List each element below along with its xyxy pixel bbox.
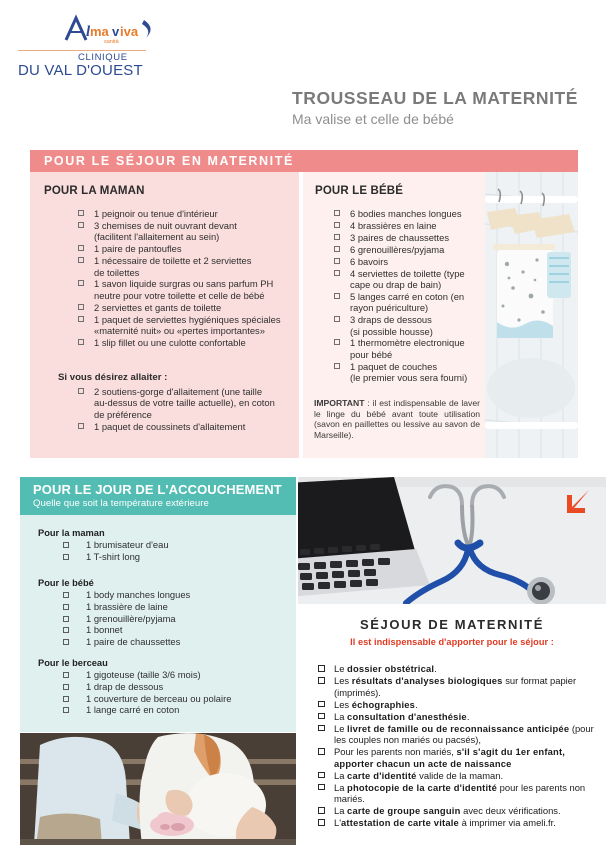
checklist-item[interactable] bbox=[332, 291, 482, 314]
checklist-item-text: 1 savon liquide surgras ou sans parfum PH bbox=[94, 278, 274, 290]
checklist-item-text: 4 serviettes de toilette (type bbox=[350, 267, 465, 279]
checklist-item[interactable] bbox=[38, 601, 288, 613]
checkbox-icon[interactable] bbox=[318, 819, 325, 826]
photo-expecting-couple bbox=[20, 733, 296, 845]
delivery-band-subtitle: Quelle que soit la température extérieure bbox=[33, 497, 209, 509]
checklist-item-text: 1 brumisateur d'eau bbox=[86, 539, 169, 550]
checklist-item-text: 1 grenouillère/pyjama bbox=[86, 612, 176, 624]
document-checklist-item[interactable] bbox=[318, 770, 598, 782]
checkbox-icon[interactable] bbox=[318, 748, 325, 755]
sejour-title: SÉJOUR DE MATERNITÉ bbox=[359, 617, 544, 632]
item-text-suffix: avec deux vérifications. bbox=[460, 805, 561, 816]
checklist-item-text: 1 thermomètre electronique bbox=[350, 337, 465, 349]
checklist-item[interactable] bbox=[332, 256, 482, 267]
checklist-item-text: 4 brassières en laine bbox=[350, 219, 437, 231]
checklist-breastfeeding bbox=[76, 386, 298, 433]
logo-clinic-name: DU VAL D'OUEST bbox=[18, 62, 143, 79]
checklist-item[interactable] bbox=[332, 232, 482, 243]
panel-for-mom bbox=[30, 172, 299, 458]
important-text: : il est indispensable de laver le linge du bébé avant toute utilisation (savon en paillettes ou lessive au savon de Marseille). bbox=[314, 398, 480, 440]
checklist-item-text: 1 drap de dessous bbox=[86, 680, 164, 692]
checklist-item[interactable] bbox=[38, 589, 288, 601]
checkbox-icon[interactable] bbox=[334, 339, 340, 345]
checklist-item-text: cape ou drap de bain) bbox=[350, 278, 442, 290]
checkbox-icon[interactable] bbox=[78, 245, 84, 251]
checklist-item[interactable] bbox=[332, 314, 482, 337]
checklist-item[interactable] bbox=[38, 693, 288, 705]
checkbox-icon[interactable] bbox=[334, 258, 340, 264]
document-checklist-item[interactable] bbox=[318, 805, 598, 817]
checkbox-icon[interactable] bbox=[63, 554, 69, 560]
checklist-baby bbox=[332, 208, 482, 384]
checklist-item-text: 3 draps de dessous bbox=[350, 314, 432, 326]
sejour-subtitle: Il est indispensable d'apporter pour le séjour : bbox=[350, 637, 554, 647]
item-text-prefix: La bbox=[334, 781, 348, 793]
panel-delivery-day bbox=[20, 515, 296, 732]
item-text-prefix: Le bbox=[334, 722, 348, 734]
checkbox-icon[interactable] bbox=[63, 592, 69, 598]
checklist-item-text: 1 brassière de laine bbox=[86, 600, 168, 612]
checkbox-icon[interactable] bbox=[63, 672, 69, 678]
checklist-item[interactable] bbox=[76, 302, 304, 313]
checkbox-icon[interactable] bbox=[318, 807, 325, 814]
photo-laptop-stethoscope bbox=[298, 477, 606, 604]
checklist-item-text: 1 body manches longues bbox=[86, 589, 191, 600]
clinic-logo bbox=[18, 14, 168, 79]
checklist-item-text: 2 soutiens-gorge d'allaitement (une taille bbox=[94, 386, 263, 397]
checklist-item[interactable] bbox=[38, 624, 288, 636]
item-text-emphasis: s'il s'agit du 1er enfant, apporter chacun un acte de naissance bbox=[334, 746, 566, 769]
checklist-item-text: 1 nécessaire de toilette et 2 serviettes bbox=[94, 255, 252, 267]
logo-divider bbox=[18, 50, 146, 51]
delivery-group-crib bbox=[38, 658, 288, 716]
checkbox-icon[interactable] bbox=[334, 293, 340, 299]
checklist-item[interactable] bbox=[38, 613, 288, 625]
page-title: TROUSSEAU DE LA MATERNITÉ bbox=[292, 88, 578, 108]
checkbox-icon[interactable] bbox=[78, 388, 84, 394]
checkbox-icon[interactable] bbox=[63, 639, 69, 645]
checklist-item-text: (le premier vous sera fourni) bbox=[350, 372, 468, 384]
delivery-band-title: POUR LE JOUR DE L'ACCOUCHEMENT bbox=[33, 481, 282, 497]
document-title-block bbox=[292, 88, 578, 127]
checklist-item-text: 2 serviettes et gants de toilette bbox=[94, 301, 222, 313]
delivery-group-heading: Pour le berceau bbox=[38, 658, 108, 668]
checkbox-icon[interactable] bbox=[63, 627, 69, 633]
checkbox-icon[interactable] bbox=[78, 316, 84, 322]
checklist-item[interactable] bbox=[332, 268, 482, 291]
checklist-item[interactable] bbox=[38, 704, 288, 716]
down-left-arrow-icon bbox=[562, 487, 592, 517]
item-text-prefix: La bbox=[334, 805, 348, 816]
item-text-suffix: (pour les couples non mariés ou pacsés), bbox=[334, 722, 594, 745]
checklist-item-text: 6 bavoirs bbox=[350, 255, 389, 267]
delivery-checklist-baby bbox=[38, 589, 288, 648]
checklist-item[interactable] bbox=[38, 636, 288, 648]
checkbox-icon[interactable] bbox=[334, 270, 340, 276]
checkbox-icon[interactable] bbox=[318, 677, 325, 684]
item-text-suffix: valide de la maman. bbox=[416, 769, 504, 781]
checkbox-icon[interactable] bbox=[78, 210, 84, 216]
checklist-item[interactable] bbox=[332, 361, 482, 384]
checklist-item-text: pour bébé bbox=[350, 348, 393, 360]
item-text-prefix: Le bbox=[334, 663, 348, 674]
svg-text:ma: ma bbox=[90, 24, 109, 39]
checklist-item-text: 1 peignoir ou tenue d'intérieur bbox=[94, 208, 218, 219]
checkbox-icon[interactable] bbox=[334, 316, 340, 322]
important-note bbox=[314, 398, 480, 440]
checkbox-icon[interactable] bbox=[78, 339, 84, 345]
item-text-suffix: sur format papier (imprimés). bbox=[334, 675, 577, 698]
checkbox-icon[interactable] bbox=[334, 210, 340, 216]
section-band-delivery-day bbox=[20, 477, 296, 515]
checkbox-icon[interactable] bbox=[318, 784, 325, 791]
svg-text:v: v bbox=[112, 24, 120, 39]
delivery-checklist-crib bbox=[38, 669, 288, 716]
checklist-item[interactable] bbox=[332, 337, 482, 360]
document-checklist-item[interactable] bbox=[318, 663, 598, 675]
checkbox-icon[interactable] bbox=[63, 684, 69, 690]
checklist-item-text: au-dessus de votre taille actuelle), en coton bbox=[94, 397, 275, 409]
checklist-item-text: (si possible housse) bbox=[350, 325, 433, 337]
checkbox-icon[interactable] bbox=[63, 707, 69, 713]
logo-clinique-text: CLINIQUE bbox=[78, 52, 128, 63]
delivery-group-heading: Pour le bébé bbox=[38, 578, 94, 588]
checklist-item-text: neutre pour votre toilette et celle de bébé bbox=[94, 289, 265, 301]
checklist-item-text: rayon puériculture) bbox=[350, 302, 429, 314]
important-label: IMPORTANT bbox=[314, 398, 365, 408]
checklist-item-text: 3 chemises de nuit ouvrant devant bbox=[94, 219, 237, 231]
checklist-item-text: 1 lange carré en coton bbox=[86, 704, 180, 716]
checklist-item-text: 1 paquet de couches bbox=[350, 360, 438, 372]
panel-for-baby bbox=[303, 172, 485, 458]
checklist-item-text: de toilettes bbox=[94, 266, 140, 278]
document-checklist-item[interactable] bbox=[318, 817, 598, 829]
checklist-item-text: 6 bodies manches longues bbox=[350, 208, 462, 219]
item-text-emphasis: attestation de carte vitale bbox=[341, 817, 459, 828]
checkbox-icon[interactable] bbox=[63, 696, 69, 702]
delivery-group-heading: Pour la maman bbox=[38, 528, 105, 538]
checkbox-icon[interactable] bbox=[78, 423, 84, 429]
checkbox-icon[interactable] bbox=[78, 257, 84, 263]
checkbox-icon[interactable] bbox=[78, 304, 84, 310]
section-band-maternity-stay bbox=[30, 150, 578, 172]
item-text-emphasis: carte de groupe sanguin bbox=[347, 805, 461, 816]
checkbox-icon[interactable] bbox=[334, 363, 340, 369]
checklist-item[interactable] bbox=[38, 669, 288, 681]
checklist-item[interactable] bbox=[76, 208, 304, 219]
item-text-prefix: Pour les parents non mariés, bbox=[334, 746, 457, 757]
item-text-emphasis: livret de famille ou de reconnaissance anticipée bbox=[347, 722, 570, 734]
item-text-emphasis: photocopie de la carte d'identité bbox=[347, 781, 498, 793]
document-checklist-item[interactable] bbox=[318, 782, 598, 805]
checkbox-icon[interactable] bbox=[318, 665, 325, 672]
photo-baby-clothes-hangers bbox=[485, 172, 578, 458]
svg-text:iva: iva bbox=[120, 24, 139, 39]
item-text-suffix: . bbox=[415, 698, 418, 710]
checklist-item[interactable] bbox=[332, 244, 482, 255]
almaviva-logo-icon bbox=[60, 14, 180, 48]
checkbox-icon[interactable] bbox=[63, 616, 69, 622]
delivery-group-baby bbox=[38, 578, 288, 648]
checklist-item-text: (facilitent l'allaitement au sein) bbox=[94, 231, 220, 243]
checkbox-icon[interactable] bbox=[63, 542, 69, 548]
checklist-item[interactable] bbox=[76, 314, 304, 337]
checkbox-icon[interactable] bbox=[63, 604, 69, 610]
checklist-item[interactable] bbox=[76, 255, 304, 278]
delivery-checklist-mom bbox=[38, 539, 288, 563]
checklist-documents bbox=[298, 663, 606, 829]
subsection-title-baby: POUR LE BÉBÉ bbox=[315, 185, 404, 197]
subsection-title-mom: POUR LA MAMAN bbox=[44, 185, 145, 197]
item-text-emphasis: carte d'identité bbox=[347, 769, 417, 781]
checklist-item-text: 5 langes carré en coton (en bbox=[350, 290, 465, 302]
checklist-item[interactable] bbox=[76, 337, 304, 348]
checklist-item-text: 1 gigoteuse (taille 3/6 mois) bbox=[86, 669, 201, 680]
checklist-item[interactable] bbox=[76, 278, 304, 301]
checklist-item-text: 1 paquet de serviettes hygiéniques spéciales bbox=[94, 313, 281, 325]
item-text-suffix: pour les parents non mariés. bbox=[334, 781, 586, 804]
item-text-suffix: à imprimer via ameli.fr. bbox=[458, 817, 556, 828]
item-text-prefix: Les bbox=[334, 675, 352, 686]
item-text-prefix: La bbox=[334, 710, 348, 722]
page-subtitle: Ma valise et celle de bébé bbox=[292, 111, 454, 128]
checklist-item-text: «maternité nuit» ou «pertes importantes» bbox=[94, 325, 265, 337]
svg-text:l: l bbox=[86, 24, 91, 40]
item-text-emphasis: consultation d'anesthésie bbox=[347, 710, 467, 722]
checkbox-icon[interactable] bbox=[78, 280, 84, 286]
document-checklist-item[interactable] bbox=[318, 711, 598, 723]
item-text-emphasis: dossier obstétrical bbox=[347, 663, 435, 674]
checklist-item-text: 1 paire de chaussettes bbox=[86, 636, 181, 648]
checklist-item-text: 1 T-shirt long bbox=[86, 550, 141, 562]
checklist-item-text: de préférence bbox=[94, 408, 152, 420]
item-text-suffix: . bbox=[466, 710, 470, 722]
checklist-item-text: 1 slip fillet ou une culotte confortable bbox=[94, 336, 246, 348]
item-text-prefix: Les bbox=[334, 698, 352, 710]
checkbox-icon[interactable] bbox=[318, 713, 325, 720]
checklist-item[interactable] bbox=[76, 386, 298, 420]
item-text-prefix: La bbox=[334, 769, 348, 781]
checkbox-icon[interactable] bbox=[78, 222, 84, 228]
checklist-item-text: 1 bonnet bbox=[86, 624, 123, 636]
item-text-emphasis: échographies bbox=[351, 698, 416, 710]
panel-maternity-stay-documents bbox=[298, 608, 606, 850]
checklist-item-text: 1 paquet de coussinets d'allaitement bbox=[94, 420, 246, 432]
checklist-item[interactable] bbox=[38, 551, 288, 563]
checkbox-icon[interactable] bbox=[318, 701, 325, 708]
delivery-group-mom bbox=[38, 528, 288, 563]
checklist-item[interactable] bbox=[332, 208, 482, 219]
checkbox-icon[interactable] bbox=[318, 772, 325, 779]
checklist-item[interactable] bbox=[38, 539, 288, 551]
checklist-item-text: 6 grenouillères/pyjama bbox=[350, 243, 445, 255]
checkbox-icon[interactable] bbox=[334, 222, 340, 228]
checklist-item[interactable] bbox=[76, 421, 298, 432]
document-checklist-item[interactable] bbox=[318, 746, 598, 769]
checklist-item-text: 3 paires de chaussettes bbox=[350, 231, 450, 243]
item-text-emphasis: résultats d'analyses biologiques bbox=[351, 675, 503, 686]
section-band-label: POUR LE SÉJOUR EN MATERNITÉ bbox=[44, 154, 294, 168]
checkbox-icon[interactable] bbox=[334, 234, 340, 240]
document-checklist-item[interactable] bbox=[318, 675, 598, 698]
item-text-prefix: L' bbox=[334, 817, 342, 828]
checkbox-icon[interactable] bbox=[318, 725, 325, 732]
checklist-mom bbox=[76, 208, 304, 349]
document-checklist-item[interactable] bbox=[318, 723, 598, 746]
document-checklist-item[interactable] bbox=[318, 699, 598, 711]
breastfeeding-heading: Si vous désirez allaiter : bbox=[58, 372, 168, 383]
svg-text:sanità: sanità bbox=[104, 39, 119, 45]
checkbox-icon[interactable] bbox=[334, 246, 340, 252]
checklist-item-text: 1 couverture de berceau ou polaire bbox=[86, 692, 232, 704]
checklist-item[interactable] bbox=[38, 681, 288, 693]
checklist-item[interactable] bbox=[76, 243, 304, 254]
checklist-item-text: 1 paire de pantoufles bbox=[94, 243, 182, 255]
checklist-item[interactable] bbox=[76, 220, 304, 243]
item-text-suffix: . bbox=[434, 663, 437, 674]
checklist-item[interactable] bbox=[332, 220, 482, 231]
